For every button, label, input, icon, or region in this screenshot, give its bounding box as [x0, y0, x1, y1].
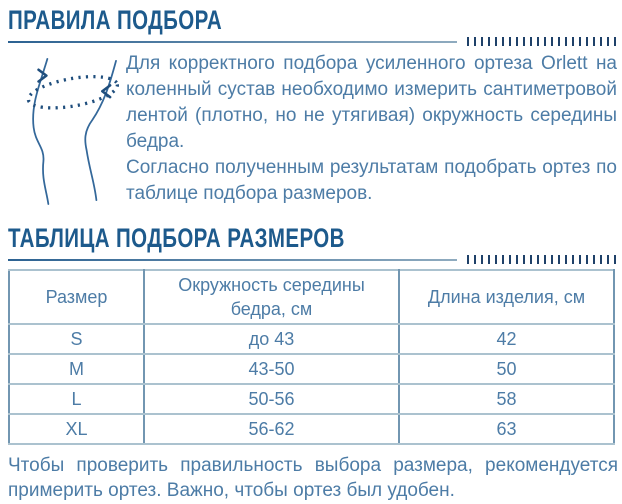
size-table-section-title-text: ТАБЛИЦА ПОДБОРА РАЗМЕРОВ	[8, 223, 345, 253]
table-row	[9, 324, 614, 354]
fit-note: Чтобы проверить правильность выбора размера, рекомендуется примерить ортез. Важно, чтобы ортез был удобен.	[8, 455, 618, 501]
rules-section-title-text: ПРАВИЛА ПОДБОРА	[8, 5, 223, 35]
table-row	[9, 384, 614, 414]
cell-circumference: 50-56	[144, 384, 399, 414]
cell-length: 63	[399, 414, 614, 444]
rules-text	[126, 51, 617, 212]
knee-measurement-diagram-icon	[8, 55, 124, 207]
tick-marks	[467, 37, 617, 46]
cell-length: 50	[399, 354, 614, 384]
header-size: Размер	[9, 270, 144, 324]
size-table-section-title	[8, 224, 617, 252]
divider-line	[8, 259, 457, 261]
size-table	[8, 269, 615, 445]
table-row	[9, 414, 614, 444]
cell-size: S	[9, 324, 144, 354]
cell-length: 58	[399, 384, 614, 414]
leg-measurement-figure	[8, 51, 126, 212]
header-product-length: Длина изделия, см	[399, 270, 614, 324]
rules-body	[8, 51, 617, 212]
header-thigh-circumference: Окружность середины бедра, см	[144, 270, 399, 324]
rules-paragraph-2: Согласно полученным результатам подобрать ортез по таблице подбора размеров.	[126, 157, 617, 204]
divider-line	[8, 41, 457, 43]
rules-section	[8, 6, 617, 212]
table-row	[9, 354, 614, 384]
cell-circumference: 43-50	[144, 354, 399, 384]
tick-marks	[467, 255, 617, 264]
cell-size: XL	[9, 414, 144, 444]
section-divider	[8, 254, 617, 265]
rules-section-title	[8, 6, 617, 34]
cell-size: L	[9, 384, 144, 414]
table-header-row	[9, 270, 614, 324]
section-divider	[8, 36, 617, 47]
cell-circumference: до 43	[144, 324, 399, 354]
cell-length: 42	[399, 324, 614, 354]
rules-paragraph-1: Для корректного подбора усиленного ортеза Orlett на коленный сустав необходимо измерить сантиметровой лентой (плотно, но не утягивая) окружность середины бедра.	[126, 53, 617, 152]
cell-circumference: 56-62	[144, 414, 399, 444]
size-table-section	[8, 224, 617, 445]
cell-size: M	[9, 354, 144, 384]
